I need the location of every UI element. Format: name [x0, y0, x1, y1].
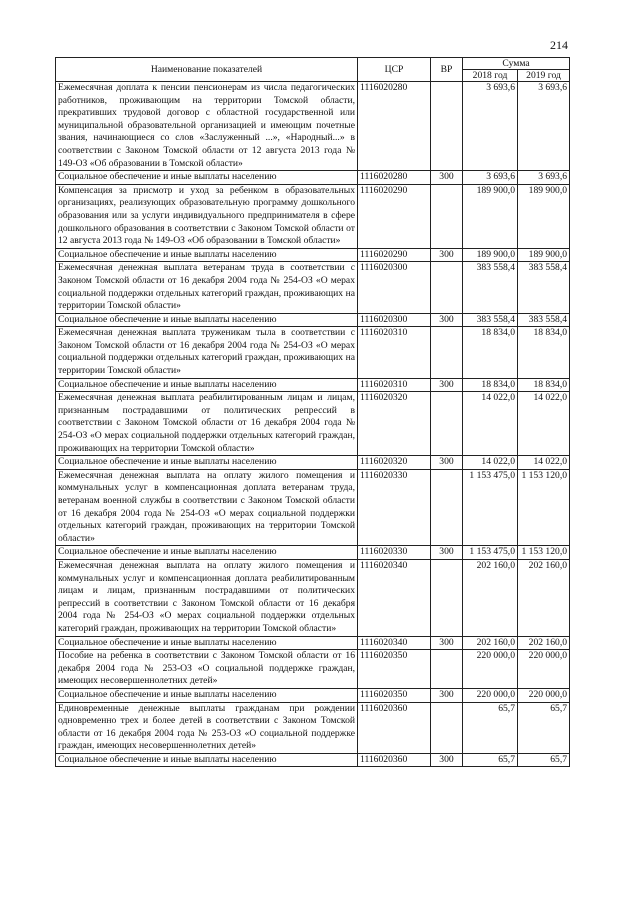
row-name: Ежемесячная денежная выплата реабилитированным лицам и лицам, признанным пострадавшими от политических репрессий в соответствии с Законом Томской области от 16 декабря 2004 года № 254-ОЗ «О мерах социальной поддержки отдельных категорий граждан, проживающих на территории Томской области» [56, 392, 358, 456]
row-sum-2019: 1 153 120,0 [518, 469, 570, 546]
header-year-2018: 2018 год [463, 70, 518, 82]
table-row [56, 559, 570, 636]
row-vr: 300 [431, 248, 463, 262]
row-name: Ежемесячная доплата к пенсии пенсионерам из числа педагогических работников, проживающим на территории Томской области, прекративших трудовой договор с областной государственной или муниципальной образовательной организацией и имеющим почетные звания, начинающиеся со слов «Заслуженный ...», «Народный...» в соответствии с Законом Томской области от 12 августа 2013 года № 149-ОЗ «Об образовании в Томской области» [56, 82, 358, 171]
row-name: Единовременные денежные выплаты гражданам при рождении одновременно трех и более детей в соответствии с Законом Томской области от 16 декабря 2004 года № 253-ОЗ «О социальной поддержке граждан, имеющих несовершеннолетних детей» [56, 702, 358, 753]
table-row [56, 456, 570, 470]
row-csr: 1116020340 [358, 636, 431, 650]
row-csr: 1116020360 [358, 753, 431, 767]
page-number: 214 [550, 38, 568, 52]
row-name: Ежемесячная денежная выплата на оплату жилого помещения и коммунальных услуг в компенсационная доплата ветеранам труда, ветеранам военной службы в соответствии с Законом Томской области от 16 декабря 2004 года № 254-ОЗ «О мерах социальной поддержки отдельных категорий граждан, проживающих на территории Томской области» [56, 469, 358, 546]
table-row [56, 82, 570, 171]
row-sum-2019: 3 693,6 [518, 171, 570, 185]
row-sum-2019: 220 000,0 [518, 688, 570, 702]
row-sum-2018: 189 900,0 [463, 184, 518, 248]
row-csr: 1116020300 [358, 262, 431, 313]
row-sum-2019: 189 900,0 [518, 248, 570, 262]
row-vr [431, 184, 463, 248]
row-sum-2018: 65,7 [463, 753, 518, 767]
row-sum-2019: 189 900,0 [518, 184, 570, 248]
row-sum-2019: 1 153 120,0 [518, 546, 570, 560]
row-name: Социальное обеспечение и иные выплаты населению [56, 378, 358, 392]
row-vr [431, 650, 463, 689]
table-row [56, 753, 570, 767]
row-csr: 1116020280 [358, 171, 431, 185]
table-row [56, 327, 570, 378]
row-sum-2018: 14 022,0 [463, 456, 518, 470]
row-name: Социальное обеспечение и иные выплаты населению [56, 753, 358, 767]
row-vr: 300 [431, 753, 463, 767]
row-sum-2018: 383 558,4 [463, 313, 518, 327]
row-csr: 1116020290 [358, 184, 431, 248]
row-vr: 300 [431, 456, 463, 470]
row-name: Социальное обеспечение и иные выплаты населению [56, 171, 358, 185]
row-csr: 1116020300 [358, 313, 431, 327]
row-csr: 1116020310 [358, 378, 431, 392]
table-body [56, 82, 570, 767]
row-name: Социальное обеспечение и иные выплаты населению [56, 248, 358, 262]
row-sum-2019: 202 160,0 [518, 559, 570, 636]
row-sum-2019: 14 022,0 [518, 456, 570, 470]
row-name: Компенсация за присмотр и уход за ребенком в образовательных организациях, реализующих образовательную программу дошкольного образования или за услуги индивидуального предпринимателя в сфере дошкольного образования в соответствии с Законом Томской области от 12 августа 2013 года № 149-ОЗ «Об образовании в Томской области» [56, 184, 358, 248]
row-vr: 300 [431, 313, 463, 327]
row-csr: 1116020320 [358, 456, 431, 470]
header-csr: ЦСР [358, 58, 431, 82]
table-row [56, 378, 570, 392]
row-name: Ежемесячная денежная выплата труженикам тыла в соответствии с Законом Томской области от 16 декабря 2004 года № 254-ОЗ «О мерах социальной поддержки отдельных категорий граждан, проживающих на территории Томской области» [56, 327, 358, 378]
row-sum-2018: 18 834,0 [463, 378, 518, 392]
row-vr [431, 327, 463, 378]
table-row [56, 171, 570, 185]
header-name: Наименование показателей [56, 58, 358, 82]
header-year-2019: 2019 год [518, 70, 570, 82]
table-row [56, 262, 570, 313]
row-sum-2018: 1 153 475,0 [463, 469, 518, 546]
row-vr: 300 [431, 688, 463, 702]
row-name: Ежемесячная денежная выплата на оплату жилого помещения и коммунальных услуг и компенсационная доплата реабилитированным лицам и лицам, признанным пострадавшими от политических репрессий в соответствии с Законом Томской области от 16 декабря 2004 года № 254-ОЗ «О мерах социальной поддержки отдельных категорий граждан, проживающих на территории Томской области» [56, 559, 358, 636]
row-sum-2018: 202 160,0 [463, 636, 518, 650]
table-row [56, 688, 570, 702]
row-vr [431, 392, 463, 456]
row-csr: 1116020350 [358, 688, 431, 702]
row-name: Ежемесячная денежная выплата ветеранам труда в соответствии с Законом Томской области от 16 декабря 2004 года № 254-ОЗ «О мерах социальной поддержки отдельных категорий граждан, проживающих на территории Томской области» [56, 262, 358, 313]
row-vr: 300 [431, 171, 463, 185]
row-sum-2019: 14 022,0 [518, 392, 570, 456]
row-sum-2019: 18 834,0 [518, 378, 570, 392]
row-sum-2019: 65,7 [518, 702, 570, 753]
row-sum-2019: 383 558,4 [518, 313, 570, 327]
row-vr: 300 [431, 546, 463, 560]
table-row [56, 469, 570, 546]
row-vr: 300 [431, 636, 463, 650]
row-vr: 300 [431, 378, 463, 392]
table-row [56, 392, 570, 456]
row-csr: 1116020350 [358, 650, 431, 689]
row-sum-2018: 1 153 475,0 [463, 546, 518, 560]
row-vr [431, 262, 463, 313]
header-vr: ВР [431, 58, 463, 82]
row-sum-2019: 18 834,0 [518, 327, 570, 378]
row-name: Социальное обеспечение и иные выплаты населению [56, 546, 358, 560]
row-csr: 1116020290 [358, 248, 431, 262]
row-sum-2018: 65,7 [463, 702, 518, 753]
row-sum-2018: 220 000,0 [463, 650, 518, 689]
row-name: Социальное обеспечение и иные выплаты населению [56, 313, 358, 327]
row-sum-2018: 3 693,6 [463, 82, 518, 171]
row-csr: 1116020310 [358, 327, 431, 378]
row-sum-2018: 220 000,0 [463, 688, 518, 702]
row-sum-2019: 3 693,6 [518, 82, 570, 171]
table-row [56, 702, 570, 753]
row-vr [431, 559, 463, 636]
row-vr [431, 469, 463, 546]
table-row [56, 248, 570, 262]
table-row [56, 184, 570, 248]
row-name: Социальное обеспечение и иные выплаты населению [56, 636, 358, 650]
row-vr [431, 702, 463, 753]
row-name: Пособие на ребенка в соответствии с Законом Томской области от 16 декабря 2004 года № 253-ОЗ «О социальной поддержке граждан, имеющих несовершеннолетних детей» [56, 650, 358, 689]
row-sum-2018: 383 558,4 [463, 262, 518, 313]
row-sum-2019: 220 000,0 [518, 650, 570, 689]
row-csr: 1116020340 [358, 559, 431, 636]
header-sum: Сумма [463, 58, 570, 70]
row-sum-2019: 65,7 [518, 753, 570, 767]
row-name: Социальное обеспечение и иные выплаты населению [56, 688, 358, 702]
table-row [56, 650, 570, 689]
table-row [56, 313, 570, 327]
budget-table [55, 57, 570, 767]
table-row [56, 546, 570, 560]
row-sum-2019: 202 160,0 [518, 636, 570, 650]
row-sum-2018: 202 160,0 [463, 559, 518, 636]
row-sum-2018: 3 693,6 [463, 171, 518, 185]
table-row [56, 636, 570, 650]
row-csr: 1116020360 [358, 702, 431, 753]
row-name: Социальное обеспечение и иные выплаты населению [56, 456, 358, 470]
row-sum-2018: 18 834,0 [463, 327, 518, 378]
row-sum-2019: 383 558,4 [518, 262, 570, 313]
row-vr [431, 82, 463, 171]
row-csr: 1116020320 [358, 392, 431, 456]
row-csr: 1116020330 [358, 546, 431, 560]
row-csr: 1116020330 [358, 469, 431, 546]
table-header [56, 58, 570, 82]
row-sum-2018: 189 900,0 [463, 248, 518, 262]
row-sum-2018: 14 022,0 [463, 392, 518, 456]
row-csr: 1116020280 [358, 82, 431, 171]
